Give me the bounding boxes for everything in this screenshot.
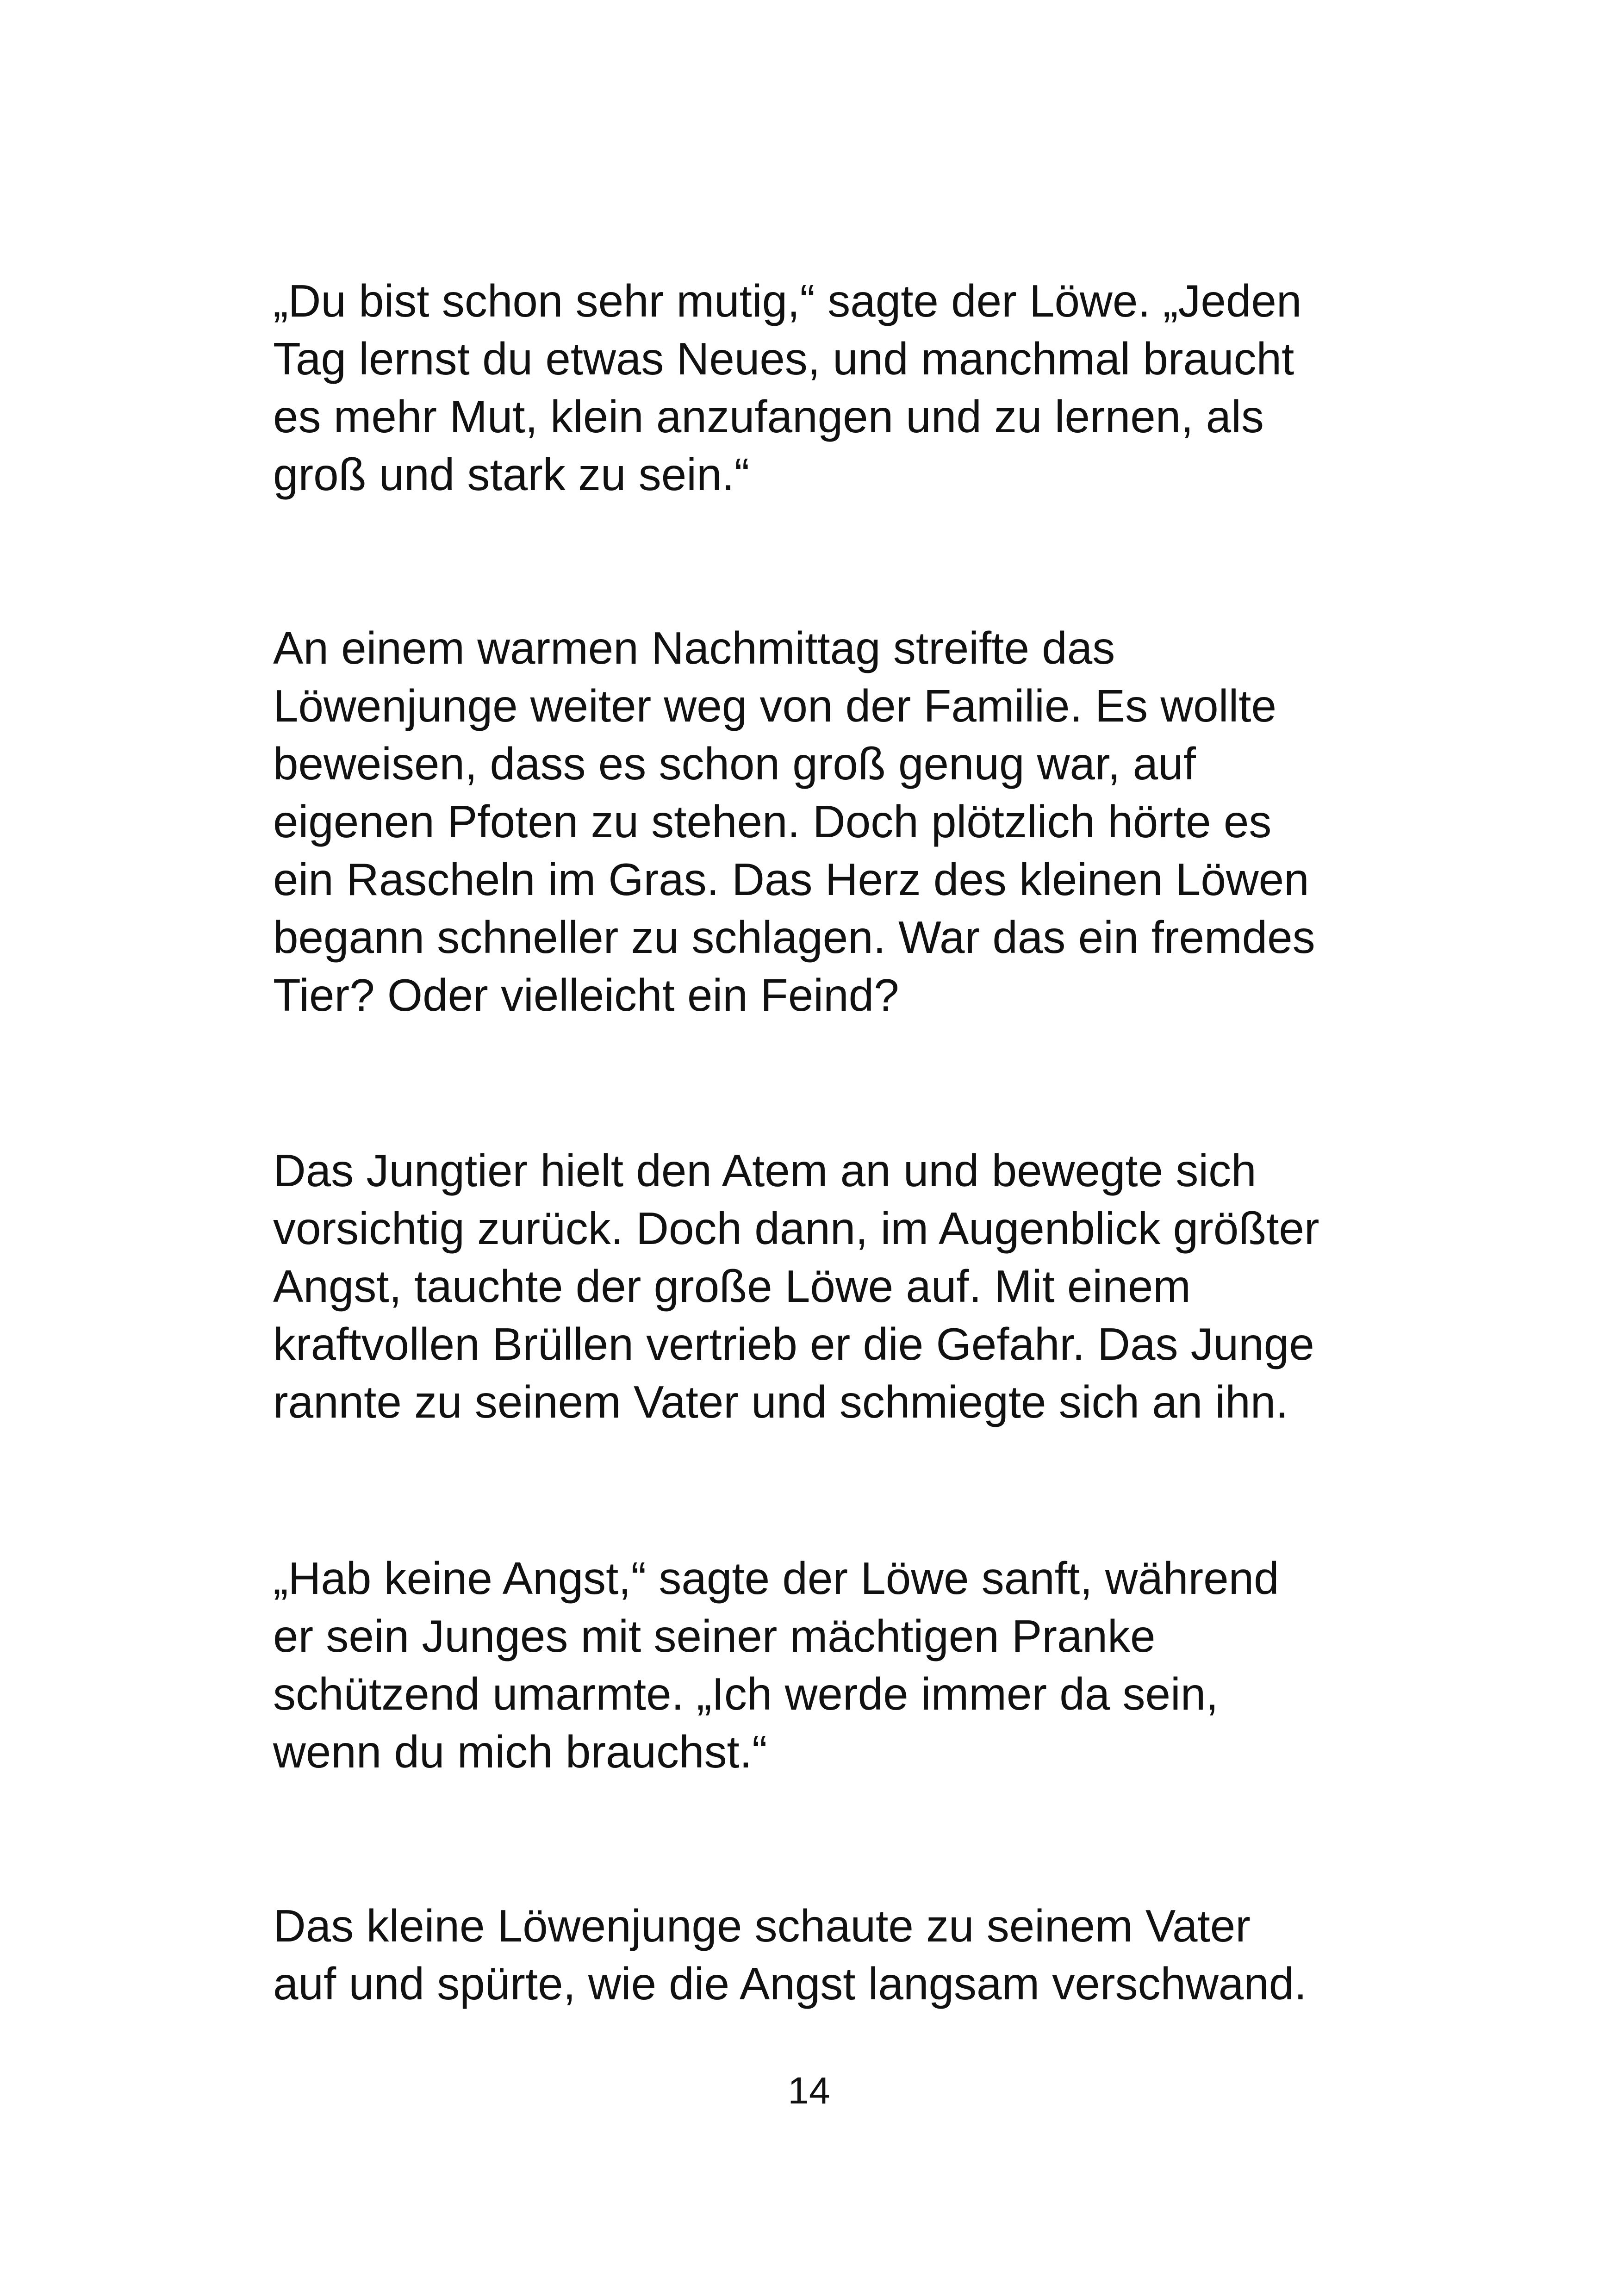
paragraph-afternoon: An einem warmen Nachmittag streifte das Löwenjunge weiter weg von der Familie. Es wollte beweisen, dass es schon groß genug war, auf eigenen Pfoten zu stehen. Doch plötzlich hörte es ein Rascheln im Gras. Das Herz des kleinen Löwen begann schneller zu schlagen. War das ein fremdes Tier? Oder vielleicht ein Feind? xyxy=(273,622,1315,1020)
paragraph-relief: Das kleine Löwenjunge schaute zu seinem Vater auf und spürte, wie die Angst langsam verschwand. xyxy=(273,1900,1307,2009)
paragraph-courage: „Du bist schon sehr mutig,“ sagte der Löwe. „Jeden Tag lernst du etwas Neues, und manchmal braucht es mehr Mut, klein anzufangen und zu lernen, als groß und stark zu sein.“ xyxy=(273,275,1302,500)
paragraph-comfort: „Hab keine Angst,“ sagte der Löwe sanft, während er sein Junges mit seiner mächtigen Pranke schützend umarmte. „Ich werde immer da sein, wenn du mich brauchst.“ xyxy=(273,1553,1279,1777)
paragraph-rescue: Das Jungtier hielt den Atem an und bewegte sich vorsichtig zurück. Doch dann, im Augenblick größter Angst, tauchte der große Löwe auf. Mit einem kraftvollen Brüllen vertrieb er die Gefahr. Das Junge rannte zu seinem Vater und schmiegte sich an ihn. xyxy=(273,1145,1319,1427)
page-number: 14 xyxy=(788,2070,830,2112)
